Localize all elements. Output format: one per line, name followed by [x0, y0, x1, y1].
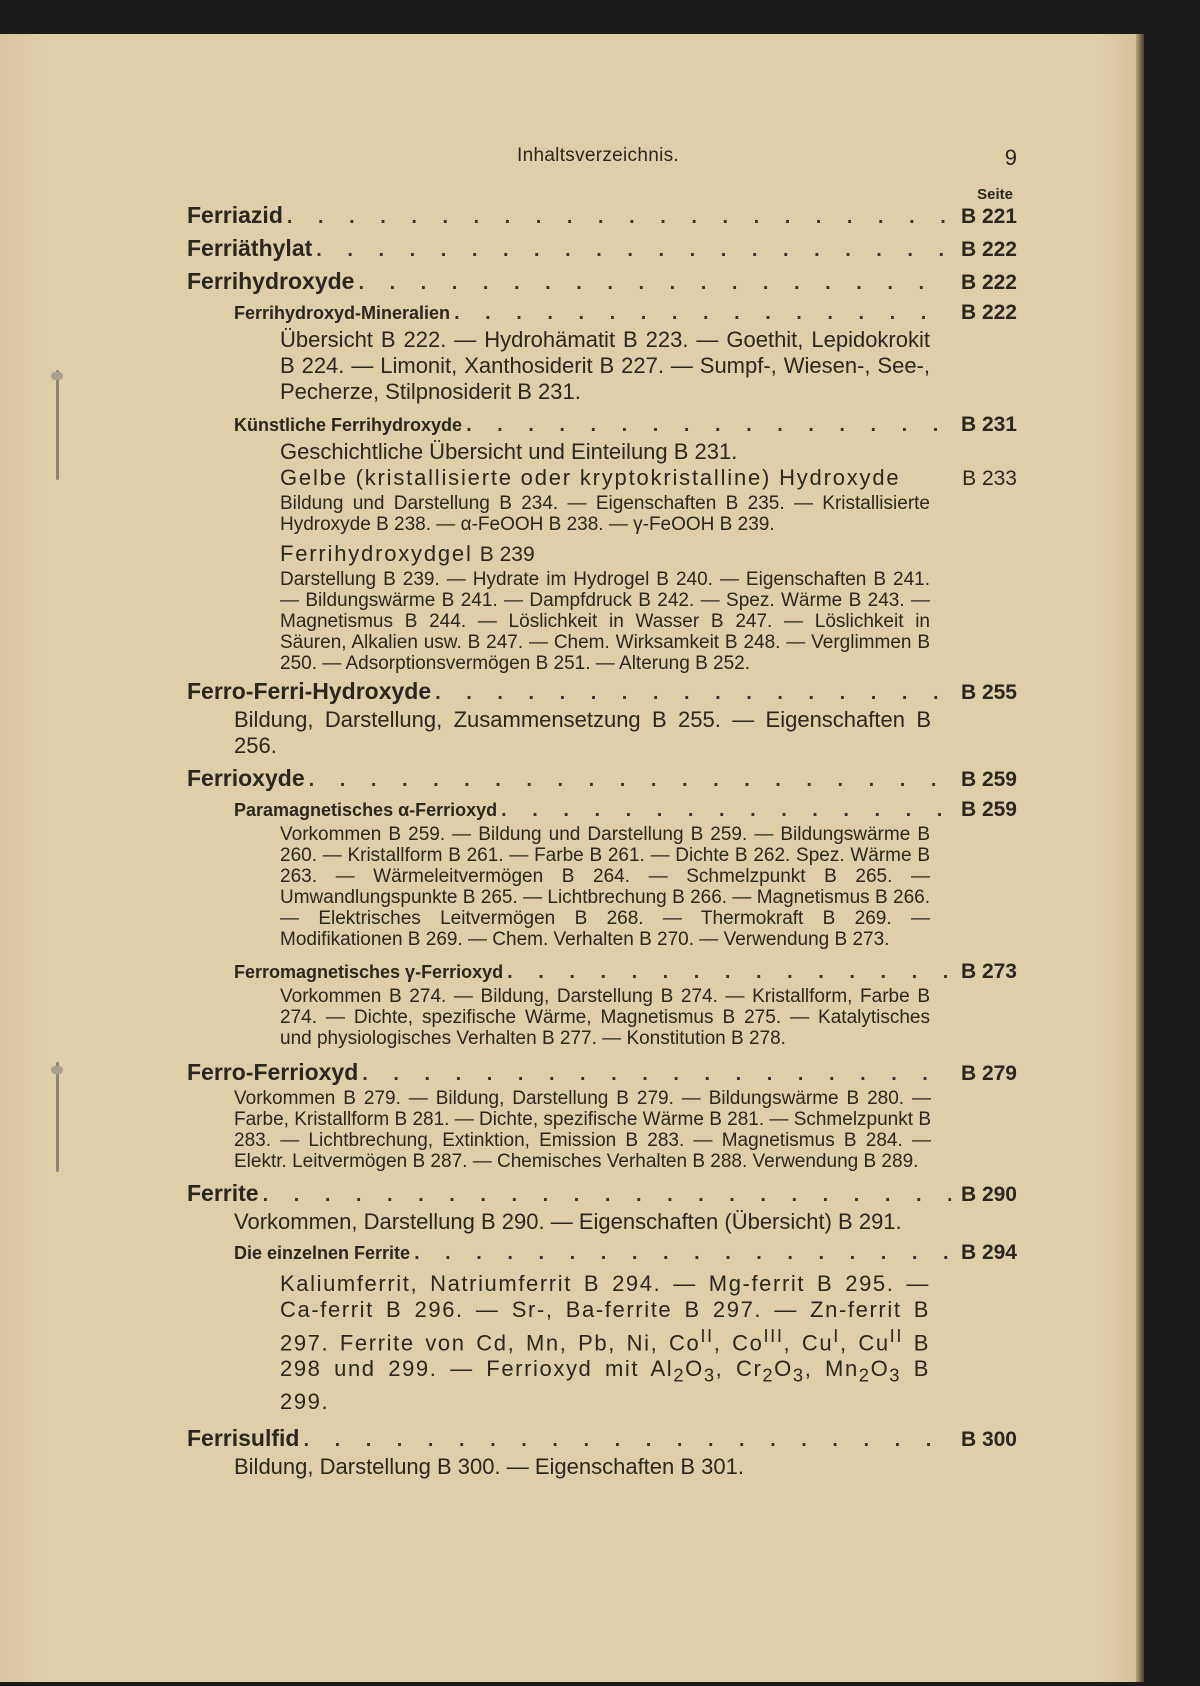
dot-leader [435, 682, 951, 705]
subscript: 2 [858, 1364, 871, 1386]
dot-leader [466, 414, 951, 437]
superscript: I [833, 1325, 840, 1346]
binding-stitch-top [56, 370, 59, 480]
dot-leader [362, 1063, 951, 1086]
toc-entry-title: Die einzelnen Ferrite [234, 1243, 411, 1263]
formula-o: O [870, 1356, 890, 1382]
toc-entry-ferro-ferri-hydroxyde[interactable] [187, 678, 1017, 705]
subscript: 3 [703, 1364, 716, 1386]
toc-entry-page: B 255 [960, 681, 1017, 704]
toc-entry-title: Ferriazid [187, 202, 283, 228]
toc-entry-title: Ferrioxyde [187, 765, 305, 791]
toc-entry-description: Geschichtliche Übersicht und Einteilung B 231. [280, 439, 738, 464]
toc-entry-page: B 239 [479, 543, 535, 566]
ferrite-text-c: B 299. [280, 1356, 930, 1414]
toc-entry-title: Paramagnetisches α-Ferrioxyd [234, 800, 498, 820]
toc-entry-page: B 231 [960, 413, 1017, 436]
page-header [187, 145, 1017, 175]
ferrite-text-cu1: , Cu [783, 1330, 834, 1356]
dot-leader [316, 239, 951, 262]
toc-entry-page: B 294 [960, 1241, 1017, 1264]
toc-entry-page: B 233 [962, 467, 1017, 490]
subscript: 3 [792, 1364, 805, 1386]
ferrite-text-cu2: , Cu [839, 1330, 890, 1356]
toc-entry-page: B 222 [960, 271, 1017, 294]
toc-entry-title: Ferromagnetisches γ-Ferrioxyd [234, 962, 504, 982]
toc-entry-description: Übersicht B 222. — Hydrohämatit B 223. — Goethit, Lepidokrokit B 224. — Limonit, Xanthosiderit B 227. — Sumpf-, Wiesen-, See-, Pecherze, Stilpnosiderit B 231. [280, 327, 930, 404]
toc-entry-ferrihydroxydgel[interactable] [280, 541, 1017, 567]
toc-entry-ferrihydroxyde[interactable] [187, 268, 1017, 295]
toc-entry-ferrite[interactable] [187, 1180, 1017, 1207]
toc-entry-ferriaethylat[interactable] [187, 235, 1017, 262]
dot-leader [358, 272, 951, 295]
toc-entry-title: Ferro-Ferrioxyd [187, 1059, 359, 1085]
toc-entry-page: B 259 [960, 768, 1017, 791]
subscript: 2 [762, 1364, 775, 1386]
toc-entry-description: Vorkommen B 259. — Bildung und Darstellung B 259. — Bildungswärme B 260. — Kristallform B 261. — Farbe B 261. — Dichte B 262. Spez. Wärme B 263. — Wärmeleitvermögen B 264. — Schmelzpunkt B 265. — Umwandlungspunkte B 265. — Lichtbrechung B 266. — Magnetismus B 266. — Elektrisches Leitvermögen B 268. — Thermokraft B 269. — Modifikationen B 269. — Chem. Verhalten B 270. — Verwendung B 273. [280, 824, 930, 950]
toc-entry-description: Vorkommen B 279. — Bildung, Darstellung B 279. — Bildungswärme B 280. — Farbe, Kristallform B 281. — Dichte, spezifische Wärme B 281. — Schmelzpunkt B 283. — Lichtbrechung, Extinktion, Emission B 283. — Magnetismus B 284. — Elektr. Leitvermögen B 287. — Chemisches Verhalten B 288. Verwendung B 289. [234, 1088, 931, 1172]
toc-entry-description: Bildung und Darstellung B 234. — Eigenschaften B 235. — Kristallisierte Hydroxyde B 238. — α-FeOOH B 238. — γ-FeOOH B 239. [280, 493, 930, 535]
dot-leader [263, 1184, 951, 1207]
toc-entry-title: Ferrihydroxydgel [280, 541, 473, 566]
toc-entry-gamma-ferrioxyd[interactable] [234, 960, 1017, 984]
page-number: 9 [1004, 145, 1017, 170]
dot-leader [507, 961, 951, 984]
toc-entry-ferriazid[interactable] [187, 202, 1017, 229]
toc-entry-page: B 221 [960, 205, 1017, 228]
toc-entry-alpha-ferrioxyd[interactable] [234, 798, 1017, 822]
dot-leader [303, 1429, 951, 1452]
toc-entry-ferrisulfid[interactable] [187, 1425, 1017, 1452]
toc-entry-page: B 300 [960, 1427, 1017, 1451]
superscript: III [763, 1325, 784, 1346]
table-of-contents [187, 202, 1017, 1480]
toc-entry-description: Bildung, Darstellung, Zusammensetzung B 255. — Eigenschaften B 256. [234, 707, 931, 758]
ferrite-text-cr: , Cr [715, 1356, 763, 1382]
toc-entry-description [280, 1271, 930, 1415]
toc-entry-page: B 279 [960, 1062, 1017, 1085]
toc-entry-einzelne-ferrite[interactable] [234, 1241, 1017, 1265]
toc-entry-page: B 222 [960, 301, 1017, 324]
toc-entry-description: Vorkommen, Darstellung B 290. — Eigenschaften (Übersicht) B 291. [234, 1209, 902, 1234]
toc-entry-description: Bildung, Darstellung B 300. — Eigenschaften B 301. [234, 1453, 744, 1479]
dot-leader [501, 799, 951, 822]
toc-entry-title: Ferrihydroxyde [187, 268, 355, 294]
toc-entry-title: Ferrite [187, 1180, 259, 1206]
ferrite-text-mn: , Mn [804, 1356, 859, 1382]
dot-leader [454, 302, 951, 325]
subscript: 2 [673, 1364, 686, 1386]
toc-entry-title: Ferrihydroxyd-Mineralien [234, 303, 451, 323]
formula-o: O [685, 1356, 704, 1382]
toc-entry-ferro-ferrioxyd[interactable] [187, 1059, 1017, 1086]
ferrite-text-a: Kaliumferrit, Natriumferrit B 294. — Mg-ferrit B 295. — Ca-ferrit B 296. — Sr-, Ba-ferrite B 297. — Zn-ferrit B 297. Ferrite von Cd, Mn, Pb, Ni, Co [280, 1271, 930, 1356]
toc-entry-page: B 273 [960, 960, 1017, 983]
toc-entry-title: Ferriäthylat [187, 235, 313, 261]
stitch-knot-top [51, 372, 63, 380]
formula-o: O [774, 1356, 793, 1382]
binding-stitch-bottom [56, 1062, 59, 1172]
ferrite-text-co3: , Co [713, 1330, 764, 1356]
toc-entry-title: Ferro-Ferri-Hydroxyde [187, 678, 432, 704]
dot-leader [414, 1242, 951, 1265]
toc-entry-gelbe-hydroxyde[interactable] [280, 465, 1017, 491]
superscript: II [889, 1325, 904, 1346]
toc-entry-ferrihydroxyd-mineralien[interactable] [234, 301, 1017, 325]
ferrite-text-b: B 298 und 299. — Ferrioxyd mit Al [280, 1330, 931, 1382]
toc-entry-page: B 222 [960, 238, 1017, 261]
toc-entry-kuenstliche-ferrihydroxyde[interactable] [234, 413, 1017, 437]
toc-entry-description: Vorkommen B 274. — Bildung, Darstellung B 274. — Kristallform, Farbe B 274. — Dichte, spezifische Wärme, Magnetismus B 275. — Katalytisches und physiologisches Verhalten B 277. — Konstitution B 278. [280, 986, 930, 1049]
toc-entry-page: B 259 [960, 798, 1017, 821]
seite-label: Seite [977, 186, 1013, 203]
toc-entry-description: Darstellung B 239. — Hydrate im Hydrogel B 240. — Eigenschaften B 241. — Bildungswärme B 241. — Dampfdruck B 242. — Spez. Wärme B 243. — Magnetismus B 244. — Löslichkeit in Wasser B 247. — Löslichkeit in Säuren, Alkalien usw. B 247. — Chem. Wirksamkeit B 248. — Verglimmen B 250. — Adsorptionsvermögen B 251. — Alterung B 252. [280, 569, 930, 674]
dot-leader [309, 769, 951, 792]
dot-leader [287, 206, 951, 229]
subscript: 3 [889, 1364, 902, 1386]
superscript: II [700, 1325, 714, 1346]
stitch-knot-bottom [51, 1066, 63, 1074]
page-edge-shadow [1136, 34, 1144, 1682]
toc-entry-title: Ferrisulfid [187, 1424, 300, 1451]
toc-entry-title: Künstliche Ferrihydroxyde [234, 415, 463, 435]
toc-entry-title: Gelbe (kristallisierte oder kryptokristalline) Hydroxyde [280, 465, 901, 490]
toc-entry-page: B 290 [960, 1183, 1017, 1206]
running-title: Inhaltsverzeichnis. [517, 145, 679, 166]
toc-entry-ferrioxyde[interactable] [187, 765, 1017, 792]
